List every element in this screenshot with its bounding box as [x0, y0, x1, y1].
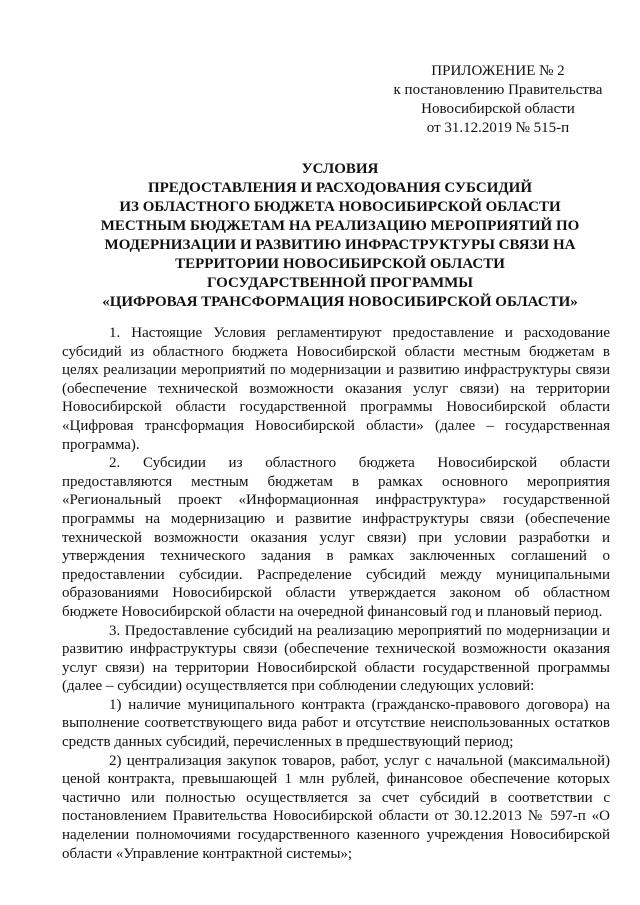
document-body: [62, 324, 610, 863]
title-line: УСЛОВИЯ: [301, 161, 379, 177]
paragraph-3: 3. Предоставление субсидий на реализацию мероприятий по модернизации и развитию инфраструктуры связи (обеспечение технической возможности оказания услуг связи) на территории Новосибирской области государственной программы (далее – субсидии) осуществляется при соблюдении следующих условий:: [62, 622, 610, 695]
appendix-line-1: к постановлению Правительства: [393, 82, 603, 98]
appendix-number: ПРИЛОЖЕНИЕ № 2: [431, 63, 565, 79]
title-line: ИЗ ОБЛАСТНОГО БЮДЖЕТА НОВОСИБИРСКОЙ ОБЛАСТИ: [119, 199, 561, 215]
document-title: [60, 160, 620, 312]
paragraph-3-item-1: 1) наличие муниципального контракта (гражданско-правового договора) на выполнение соответствующего вида работ и отсутствие неиспользованных остатков средств данных субсидий, перечисленных в предшествующий период;: [62, 696, 610, 751]
appendix-header: [388, 62, 608, 138]
title-line: ПРЕДОСТАВЛЕНИЯ И РАСХОДОВАНИЯ СУБСИДИЙ: [147, 180, 533, 196]
paragraph-1: 1. Настоящие Условия регламентируют предоставление и расходование субсидий из областного бюджета Новосибирской области местным бюджетам в целях реализации мероприятий по модернизации и развитию инфраструктуры связи (обеспечение технической возможности оказания услуг связи) на территории Новосибирской области государственной программы Новосибирской области «Цифровая трансформация Новосибирской области» (далее – государственная программа).: [62, 325, 610, 453]
paragraph-3-item-2: 2) централизация закупок товаров, работ, услуг с начальной (максимальной) ценой контракта, превышающей 1 млн рублей, финансовое обеспечение которых частично или полностью осуществляется за счет субсидий в соответствии с постановлением Правительства Новосибирской области от 30.12.2013 № 597-п «О наделении полномочиями государственного казенного учреждения Новосибирской области «Управление контрактной системы»;: [62, 752, 610, 862]
title-line: ТЕРРИТОРИИ НОВОСИБИРСКОЙ ОБЛАСТИ: [175, 256, 505, 272]
title-line: МЕСТНЫМ БЮДЖЕТАМ НА РЕАЛИЗАЦИЮ МЕРОПРИЯТИЙ ПО: [100, 218, 580, 234]
title-line: «ЦИФРОВАЯ ТРАНСФОРМАЦИЯ НОВОСИБИРСКОЙ ОБЛАСТИ»: [102, 294, 578, 310]
appendix-line-2: Новосибирской области: [421, 101, 575, 117]
paragraph-2: 2. Субсидии из областного бюджета Новосибирской области предоставляются местным бюджетам в рамках основного мероприятия «Региональный проект «Информационная инфраструктура» государственной программы на модернизацию и развитие инфраструктуры связи (обеспечение технической возможности оказания услуг связи) при условии разработки и утверждения технического задания в рамках заключенных соглашений о предоставлении субсидии. Распределение субсидий между муниципальными образованиями Новосибирской области утверждается законом об областном бюджете Новосибирской области на очередной финансовый год и плановый период.: [62, 455, 610, 620]
appendix-line-3: от 31.12.2019 № 515-п: [426, 120, 570, 136]
title-line: МОДЕРНИЗАЦИИ И РАЗВИТИЮ ИНФРАСТРУКТУРЫ СВЯЗИ НА: [104, 237, 576, 253]
title-line: ГОСУДАРСТВЕННОЙ ПРОГРАММЫ: [207, 275, 473, 291]
